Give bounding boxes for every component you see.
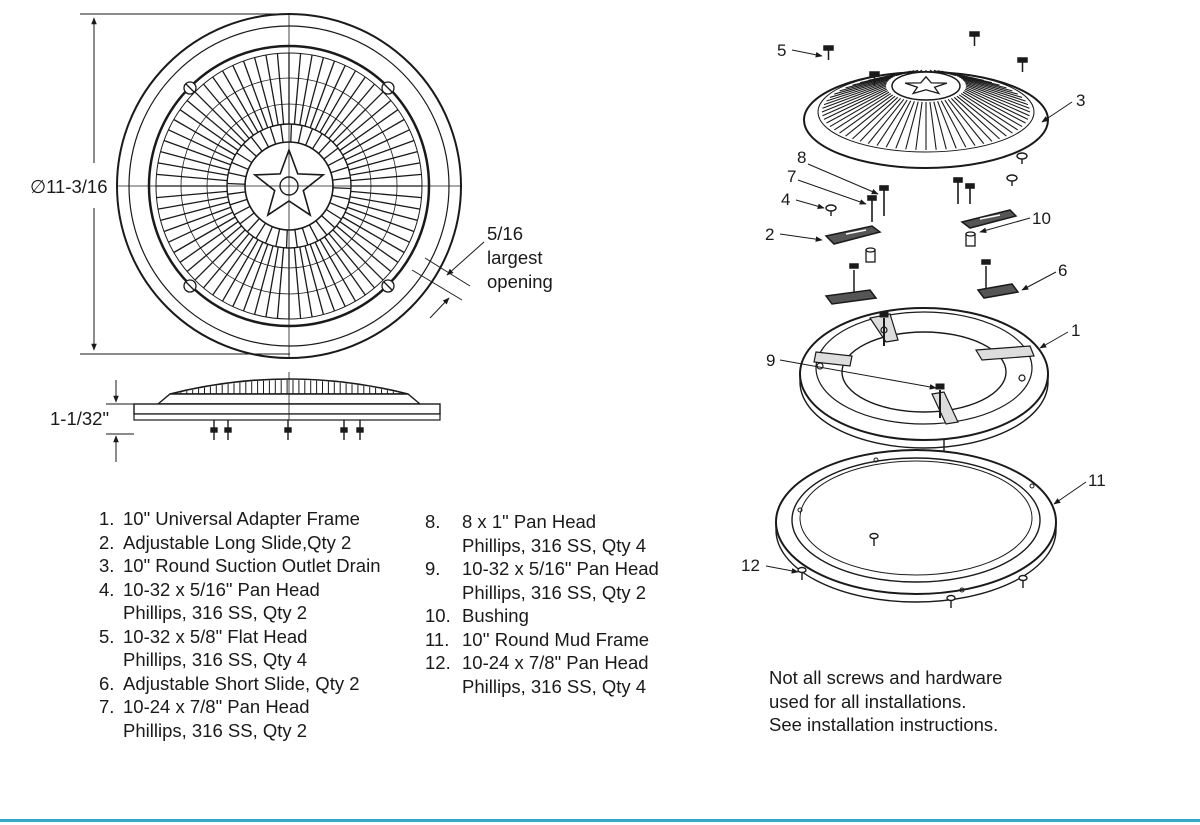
exploded-view [776, 32, 1056, 608]
opening-label-line3: opening [487, 271, 553, 292]
opening-label-line1: 5/16 [487, 223, 524, 244]
part-description: 8 x 1" Pan Head Phillips, 316 SS, Qty 4 [462, 511, 647, 556]
footer-rule [0, 819, 1200, 822]
part-description: 10-24 x 7/8" Pan Head Phillips, 316 SS, Qty 4 [462, 652, 649, 697]
part-2-long-slides [826, 210, 1016, 244]
note-line-1: Not all screws and hardware [769, 667, 1003, 688]
part-description: Adjustable Long Slide,Qty 2 [123, 531, 352, 553]
parts-list-item [99, 578, 381, 625]
callout-8: 8 [797, 148, 807, 167]
drain-cover-side-view [134, 372, 440, 440]
part-number: 2. [99, 531, 115, 553]
callout-5: 5 [777, 41, 787, 60]
parts-list-item [99, 554, 381, 578]
callout-7: 7 [787, 167, 797, 186]
diameter-label: ∅11-3/16 [30, 176, 108, 197]
part-description: Adjustable Short Slide, Qty 2 [123, 672, 360, 694]
height-dimension [106, 380, 134, 462]
part-description: 10" Round Suction Outlet Drain [123, 555, 381, 576]
callout-11: 11 [1088, 471, 1106, 490]
part-number: 3. [99, 555, 115, 576]
part-1-universal-adapter-frame [800, 308, 1048, 452]
callout-9: 9 [766, 351, 776, 370]
note-line-2: used for all installations. [769, 690, 967, 712]
part-description: Bushing [462, 605, 529, 626]
part-number: 4. [99, 578, 115, 600]
parts-list-item [99, 507, 381, 531]
parts-list-item [425, 628, 659, 652]
installation-note [769, 666, 1002, 737]
parts-list-item [425, 604, 659, 628]
part-description: 10" Universal Adapter Frame [123, 508, 360, 529]
part-description: 10-24 x 7/8" Pan Head Phillips, 316 SS, Qty 2 [123, 696, 310, 741]
parts-list-column-1 [99, 507, 381, 742]
opening-label-line2: largest [487, 247, 543, 268]
part-description: 10-32 x 5/16" Pan Head Phillips, 316 SS, Qty 2 [462, 558, 659, 603]
part-6-short-slides [826, 260, 1018, 304]
height-label: 1-1/32" [50, 408, 110, 429]
callout-6: 6 [1058, 261, 1068, 280]
callout-10: 10 [1032, 209, 1051, 228]
part-number: 7. [99, 696, 115, 717]
part-8-pan-head-screws [880, 178, 974, 216]
callout-12: 12 [741, 556, 760, 575]
parts-list-item [99, 625, 381, 672]
part-number: 10. [425, 605, 451, 626]
callout-4: 4 [781, 190, 791, 209]
callout-1: 1 [1071, 321, 1081, 340]
callout-3: 3 [1076, 91, 1086, 110]
part-number: 8. [425, 511, 441, 532]
parts-list-item [425, 651, 659, 698]
parts-list-item [425, 510, 659, 557]
part-11-mud-frame [776, 450, 1056, 602]
parts-list-column-2 [425, 510, 659, 698]
callout-2: 2 [765, 225, 775, 244]
part-number: 11. [425, 628, 450, 650]
parts-list-item [99, 672, 381, 696]
drain-cover-top-view [117, 14, 461, 358]
parts-list-item [425, 557, 659, 604]
part-description: 10-32 x 5/16" Pan Head Phillips, 316 SS, Qty 2 [123, 578, 320, 623]
part-description: 10-32 x 5/8" Flat Head Phillips, 316 SS, Qty 4 [123, 625, 308, 670]
part-number: 12. [425, 652, 451, 673]
part-number: 1. [99, 508, 115, 529]
parts-list-item [99, 531, 381, 555]
part-number: 5. [99, 625, 115, 647]
part-3-suction-outlet-drain [804, 70, 1048, 168]
part-number: 6. [99, 672, 115, 694]
part-number: 9. [425, 558, 441, 579]
part-description: 10'' Round Mud Frame [462, 628, 650, 650]
part-7-pan-head-screw [868, 196, 876, 222]
note-line-3: See installation instructions. [769, 714, 999, 735]
parts-list-item [99, 695, 381, 742]
